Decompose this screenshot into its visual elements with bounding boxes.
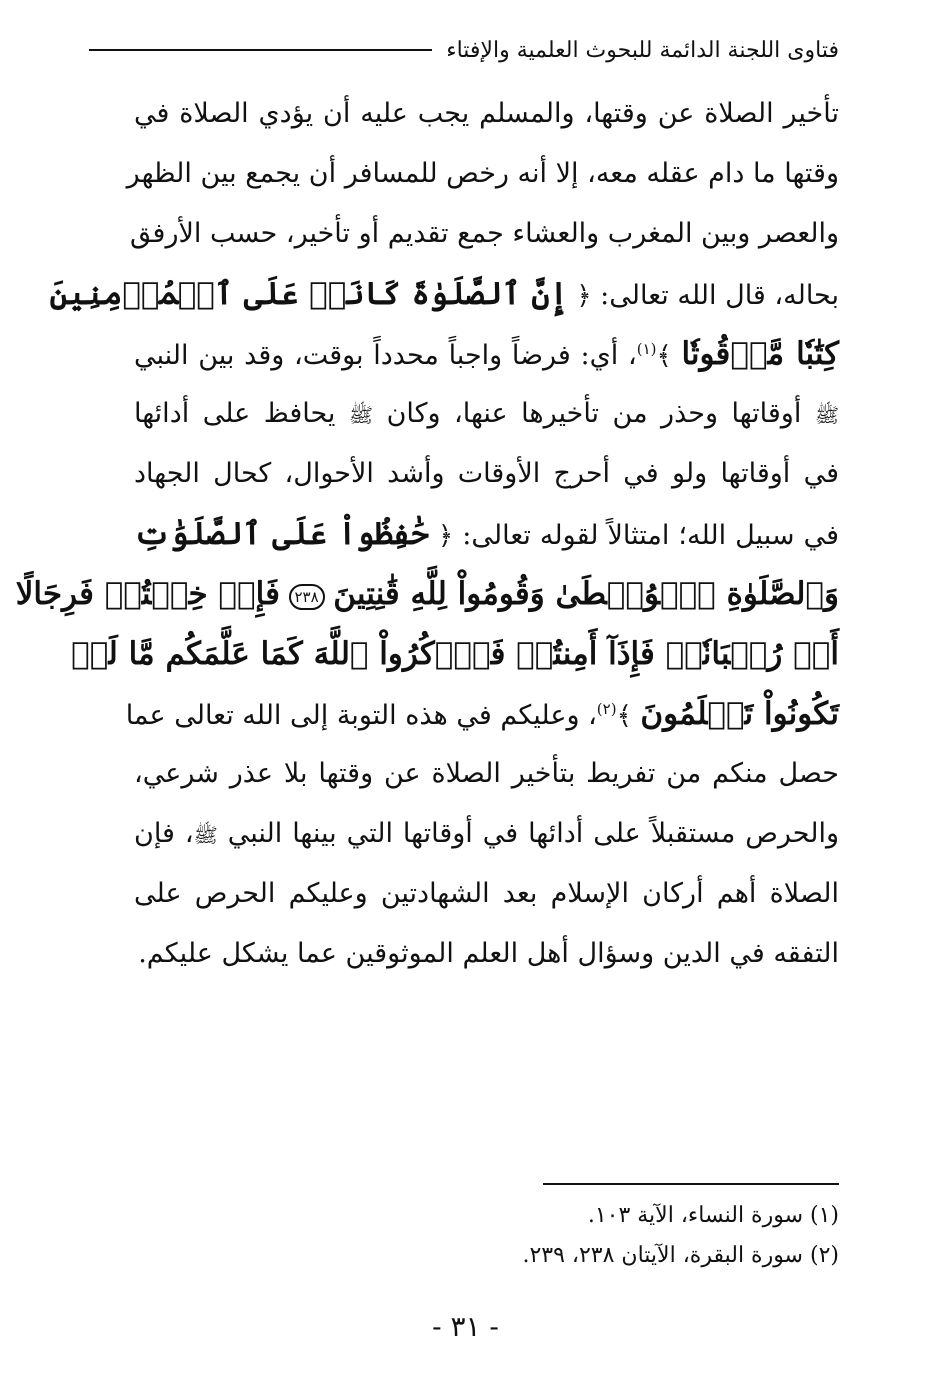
footnote-separator <box>543 1183 839 1185</box>
body-line-5 <box>134 324 839 384</box>
body-line-2: وقتها ما دام عقله معه، إلا أنه رخص للمسافر أن يجمع بين الظهر <box>126 158 839 189</box>
salutation-glyph: ﷺ <box>814 403 839 427</box>
quran-verse-text: وَٱلصَّلَوٰةِ ٱلۡوُسۡطَىٰ وَقُومُواْ لِلَّهِ قَٰنِتِينَ <box>333 576 839 612</box>
header-rule <box>89 49 432 51</box>
body-line-4 <box>49 264 839 324</box>
body-text-segment: بحاله، قال الله تعالى: <box>600 280 839 311</box>
quran-verse-text: أَوۡ رُكۡبَانٗاۖ فَإِذَآ أَمِنتُمۡ فَٱذۡكُرُواْ ٱللَّهَ كَمَا عَلَّمَكُم مَّا لَمۡ <box>71 636 839 672</box>
body-line-14: الصلاة أهم أركان الإسلام بعد الشهادتين وعليكم الحرص على <box>134 878 839 909</box>
quran-verse-text: إِنَّ ٱلصَّلَوٰةَ كَانَتۡ عَلَى ٱلۡمُؤۡمِنِينَ <box>49 276 568 312</box>
body-text-segment: في سبيل الله؛ امتثالاً لقوله تعالى: <box>462 520 839 551</box>
page-number: - ٣١ - <box>432 1310 499 1343</box>
body-line-7: في أوقاتها ولو في أحرج الأوقات وأشد الأحوال، كحال الجهاد <box>134 458 839 489</box>
body-text-segment: أوقاتها وحذر من تأخيرها عنها، وكان <box>386 398 802 429</box>
body-line-11 <box>125 684 839 744</box>
quran-verse-text: فَإِنۡ خِفۡتُمۡ فَرِجَالًا <box>15 576 280 612</box>
body-line-3: والعصر وبين المغرب والعشاء جمع تقديم أو تأخير، حسب الأرفق <box>130 218 839 249</box>
header-title: فتاوى اللجنة الدائمة للبحوث العلمية والإفتاء <box>446 37 839 63</box>
body-text <box>15 84 839 984</box>
footnote-reference: (٢) <box>596 700 617 718</box>
quran-brace-close: ﴾ <box>616 701 632 731</box>
footnotes <box>134 1196 839 1276</box>
quran-verse-text: كِتَٰبٗا مَّوۡقُوتٗا <box>681 336 839 372</box>
salutation-glyph: ﷺ <box>193 823 218 847</box>
body-line-6 <box>134 384 839 444</box>
body-line-15: التفقه في الدين وسؤال أهل العلم الموثوقين عما يشكل عليكم. <box>138 938 839 969</box>
quran-verse-text: تَكُونُواْ تَعۡلَمُونَ <box>640 696 839 732</box>
body-line-8 <box>134 504 839 564</box>
body-text-segment: ، فإن <box>134 818 194 849</box>
salutation-glyph: ﷺ <box>348 403 374 427</box>
body-text-segment: ، وعليكم في هذه التوبة إلى الله تعالى عما <box>125 700 597 731</box>
quran-brace-open: ﴿ <box>576 281 592 311</box>
body-line-13 <box>134 804 839 864</box>
footnote-2: (٢) سورة البقرة، الآيتان ٢٣٨، ٢٣٩. <box>522 1243 839 1268</box>
body-line-9 <box>15 564 839 624</box>
body-text-segment: والحرص مستقبلاً على أدائها في أوقاتها التي بينها النبي <box>227 818 839 849</box>
quran-brace-open: ﴿ <box>438 521 454 551</box>
running-header <box>89 30 839 70</box>
body-line-12: حصل منكم من تفريط بتأخير الصلاة عن وقتها بلا عذر شرعي، <box>134 758 839 789</box>
ayah-number-marker: ٢٣٨ <box>289 584 325 610</box>
footnote-reference: (١) <box>636 340 657 358</box>
quran-brace-close: ﴾ <box>656 341 672 371</box>
body-line-10 <box>71 624 839 684</box>
body-line-1: تأخير الصلاة عن وقتها، والمسلم يجب عليه أن يؤدي الصلاة في <box>134 98 839 129</box>
quran-verse-text: حَٰفِظُواْ عَلَى ٱلصَّلَوَٰتِ <box>134 516 429 552</box>
body-text-segment: يحافظ على أدائها <box>134 398 336 429</box>
footnote-1: (١) سورة النساء، الآية ١٠٣. <box>587 1203 839 1228</box>
body-text-segment: ، أي: فرضاً واجباً محدداً بوقت، وقد بين النبي <box>134 340 637 371</box>
